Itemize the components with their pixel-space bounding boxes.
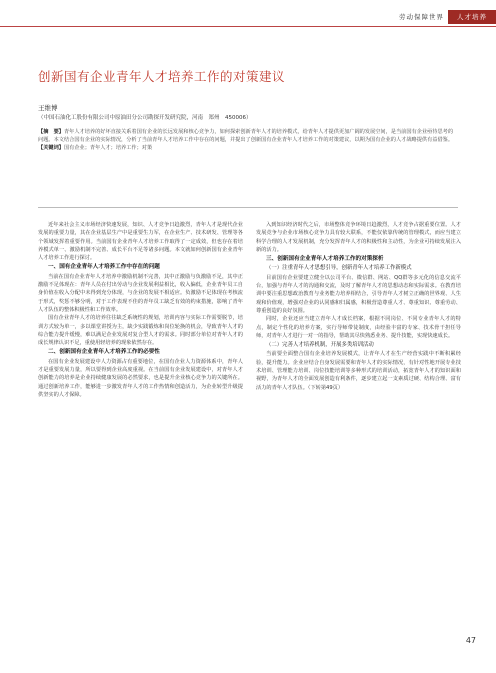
left-column-paragraph: 当前在国有企业青年人才培养中激励机制不完善，其中正激励与负激励不足，其中正激励不足体现在：青年人员在付出劳动与企业发展利益相比，收入偏低，企业青年员工自身价值在收入分配中未得到充分体现，与企业的发展不相适应。负激励不足体现在考核流于形式，奖惩不够分明，对于工作表现不佳的青年员工缺乏有效的约束措施，影响了青年人才队伍的整体积极性和工作效率。 — [38, 273, 243, 313]
keywords-text: 国有企业；青年人才；培养工作；对策 — [63, 145, 153, 152]
abstract-label: 【摘 要】 — [38, 129, 64, 135]
keywords-label: 【关键词】 — [38, 145, 64, 152]
author-name: 王维博 — [38, 104, 58, 112]
left-column-heading: 二、创新国有企业青年人才培养工作的必要性 — [48, 349, 160, 356]
page-number: 47 — [465, 636, 476, 645]
header-rule — [0, 26, 496, 27]
journal-name: 劳动保障世界 — [399, 13, 444, 21]
right-column-heading: （二）完善人才培养机制，开展多类培训活动 — [266, 342, 374, 349]
author-affiliation: （中国石油化工股份有限公司中原油田分公司勘探开发研究院，河南 郑州 450006） — [38, 115, 252, 121]
keywords — [38, 144, 458, 152]
left-column-paragraph: 近年来社会主义市场经济快速发展，知识、人才竞争日趋激烈，青年人才是现代企业发展的重要力量，其在企业基层生产中是重要生力军，在企业生产、技术研发、管理等各个领域发挥着重要作用。当前国有企业青年人才培养工作取得了一定成效，但也存在着培养模式单一、激励机制不完善、成长平台不足等诸多问题。本文就如何创新国有企业青年人才培养工作进行探讨。 — [38, 222, 243, 262]
right-column-paragraph: 入到知识经济时代之后，市场整体竞争环境日趋激烈，人才竞争占据重要位置。人才发展竞争与企业市场核心竞争力具有较大联系，不能仅依靠传统的管理模式，而应当建立科学合理的人才发展机制，充分发挥青年人才的积极性和主动性，为企业可持续发展注入新的活力。 — [256, 222, 461, 253]
abstract-divider — [38, 207, 458, 208]
left-column-paragraph: 国有企业青年人才的培养往往缺乏系统性的规划，培训内容与实际工作需要脱节，培训方式较为单一，多以课堂讲授为主，缺少实践锻炼和岗位轮换的机会，导致青年人才的综合能力提升缓慢，难以满足企业发展对复合型人才的需求。同时部分单位对青年人才的成长规律认识不足，重使用轻培养的现象依然存在。 — [38, 315, 243, 347]
article-title: 创新国有企业青年人才培养工作的对策建议 — [38, 69, 286, 84]
body-column-right — [256, 221, 461, 392]
abstract-text: 青年人才培养的好坏直接关系着国有企业的长远发展和核心竞争力，如何探索创新青年人才的培养模式，给青年人才提供更加广阔的发展空间，是当前国有企业亟待思考的问题。本文结合国有企业的实际情况，分析了当前青年人才培养工作中存在的问题，并提出了创新国有企业青年人才培养工作的对策建议，以期为国有企业的人才战略提供有益借鉴。 — [38, 129, 454, 144]
running-header — [0, 10, 496, 24]
abstract-block — [38, 128, 458, 153]
right-column-heading: 三、创新国有企业青年人才培养工作的对策探析 — [266, 256, 384, 263]
right-column-paragraph: 目前国有企业要建立健全以公司平台、微信群、网站、QQ群等多元化的信息交流平台，加强与青年人才的沟通和交流，及时了解青年人才的思想动态和实际需求。在教育培训中要注重思想政治教育与业务能力培养相结合，引导青年人才树立正确的世界观、人生观和价值观，增强对企业的认同感和归属感，积极营造尊重人才、尊重知识、尊重劳动、尊重创造的良好氛围。 — [256, 274, 461, 314]
section-tag: 人才培养 — [448, 10, 496, 24]
right-column-paragraph: 当前要全面整合国有企业培养发展模式，让青年人才在生产经营实践中不断积累经验，提升能力。企业应结合自身发展需要和青年人才的实际情况，有针对性地开展专业技术培训、管理能力培训、岗位技能培训等多种形式的培训活动，拓宽青年人才的知识面和视野，为青年人才的全面发展创造有利条件，逐步建立起一支素质过硬、结构合理、富有活力的青年人才队伍。（下转第49页） — [256, 351, 461, 391]
left-column-paragraph: 在国有企业发展建设中人力资源占有重要地位，在国有企业人力资源体系中，青年人才是重要发展力量，所以要得到企业高度重视。在当前国有企业发展建设中，对青年人才创新能力的培养是企业持续健康发展的必然要求，也是提升企业核心竞争力的关键所在。通过创新培养工作，能够进一步激发青年人才的工作热情和创造活力，为企业转型升级提供坚实的人才保障。 — [38, 358, 243, 398]
left-column-heading: 一、国有企业青年人才培养工作中存在的问题 — [48, 264, 160, 271]
body-column-left — [38, 221, 243, 399]
right-column-paragraph: 同时，企业还应当建立青年人才成长档案，根据不同岗位、不同专业青年人才的特点，制定个性化的培养方案，实行导师带徒制度，由经验丰富的专家、技术骨干担任导师，对青年人才进行一对一的指导，帮助其尽快熟悉业务、提升技能，实现快速成长。 — [256, 316, 461, 339]
right-column-heading: （一）注重青年人才思想引导，创新青年人才培养工作新模式 — [266, 265, 412, 272]
abstract — [38, 128, 458, 144]
